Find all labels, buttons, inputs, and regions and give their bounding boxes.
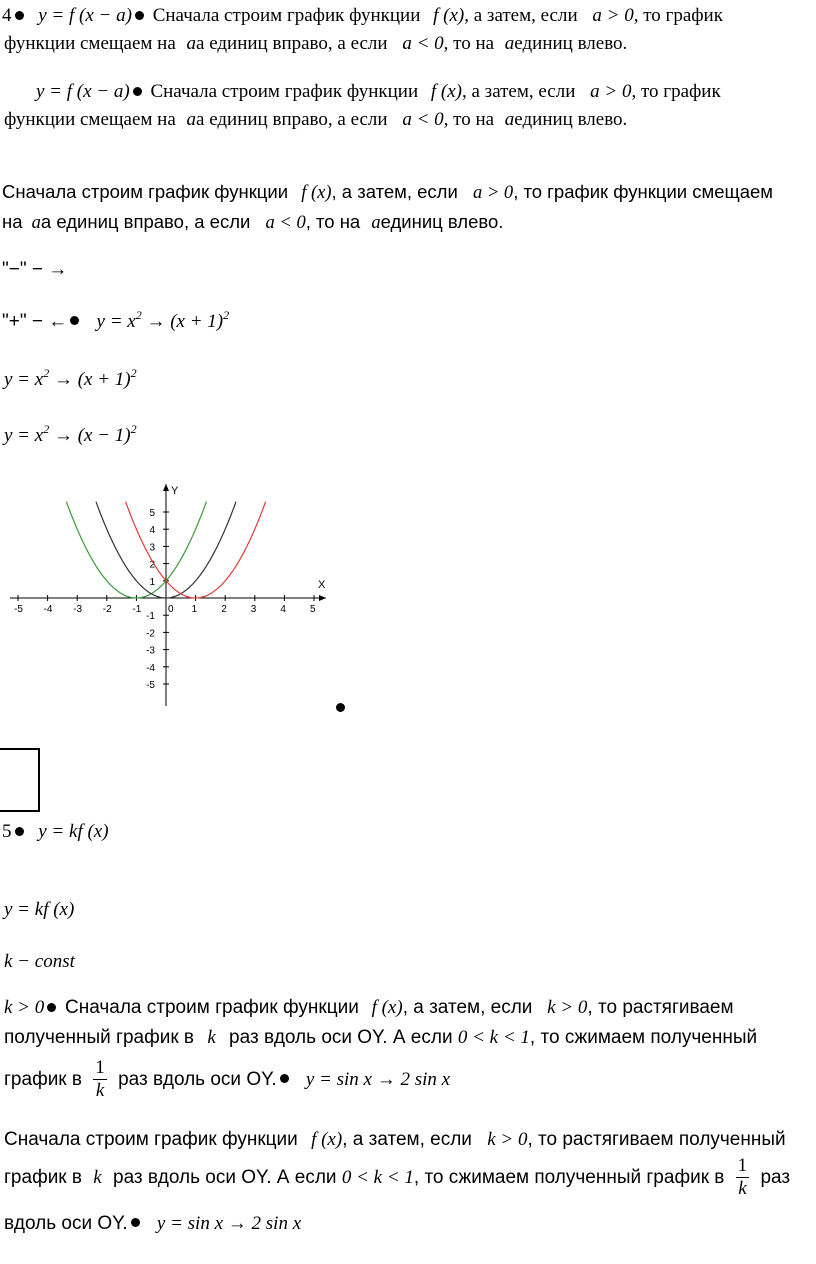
x-axis-arrow (319, 595, 326, 601)
bullet-icon (133, 87, 142, 96)
parabola-chart (0, 480, 340, 710)
x-tick-label: 4 (280, 604, 286, 615)
text: , а затем, если (402, 997, 533, 1018)
formula-fx: f (x) (311, 1129, 343, 1150)
y-axis-label: Y (171, 485, 179, 497)
text: , а затем, если (462, 81, 576, 102)
text: Сначала строим график функции (65, 997, 359, 1018)
formula-scale: y = kf (x) (4, 899, 75, 920)
sin-example: y = sin x → 2 sin x (156, 1213, 302, 1234)
y-tick-label: 3 (149, 542, 155, 554)
text: единиц влево. (514, 109, 628, 130)
condition-negative: a < 0 (402, 109, 444, 130)
s4-line3 (36, 80, 721, 104)
y-tick-label: 1 (149, 576, 155, 588)
s5-line5 (4, 1150, 790, 1206)
s5-line6 (4, 1212, 301, 1236)
formula-fx: f (x) (371, 997, 403, 1018)
example-shift-left: $y = x^2 \to (x + 1)^2$ (4, 366, 137, 390)
text: , то график (633, 5, 723, 26)
series-line-0 (66, 502, 206, 598)
var-k: k (207, 1027, 216, 1048)
text: , то график функции смещаем (513, 181, 774, 202)
x-tick-label: 0 (168, 604, 174, 615)
condition-negative: a < 0 (402, 33, 444, 54)
s5-header (2, 820, 109, 844)
formula-fx: f (x) (433, 5, 465, 26)
formula-fx: f (x) (301, 183, 332, 203)
sin-example: y = sin x → 2 sin x (305, 1069, 451, 1090)
condition-negative: a < 0 (265, 213, 306, 233)
y-axis-arrow (163, 484, 169, 491)
s5-line3 (4, 1056, 450, 1104)
x-tick-label: -5 (14, 604, 23, 615)
bullet-icon (15, 827, 24, 836)
s5-line2 (4, 1026, 757, 1050)
text: раз вдоль оси OY. А если (113, 1167, 337, 1188)
text: а единиц вправо, а если (40, 211, 251, 232)
s5-line1 (4, 996, 734, 1020)
s4-line4 (4, 108, 627, 132)
var-a: a (504, 109, 515, 130)
example-shift-right: $y = x^2 \to (x - 1)^2$ (4, 422, 137, 446)
bullet-icon (336, 703, 345, 712)
plus-rule-line (2, 310, 229, 334)
text: а единиц вправо, а если (196, 109, 388, 130)
text: функции смещаем на (4, 33, 176, 54)
text: , то график (631, 81, 721, 102)
series-line-2 (126, 502, 266, 598)
fraction-1-over-k: $\frac{1}{k}$ (95, 1057, 105, 1102)
text: , то на (443, 109, 495, 130)
text: Сначала строим график функции (150, 81, 419, 102)
text: полученный график в (4, 1027, 195, 1048)
text: Сначала строим график функции (4, 1129, 298, 1150)
text: график в (4, 1069, 82, 1090)
plus-rule: "+" − ← (2, 311, 68, 332)
bullet-icon (135, 11, 144, 20)
var-a: a (186, 109, 197, 130)
y-tick-label: -4 (146, 662, 155, 674)
x-tick-label: 2 (221, 604, 227, 615)
var-k: k (93, 1167, 102, 1188)
empty-frame (0, 748, 40, 812)
var-a: a (31, 213, 41, 233)
k-positive: k > 0 (487, 1129, 528, 1150)
var-a: a (186, 33, 197, 54)
text: график в (4, 1167, 82, 1188)
text: , то растягиваем (587, 997, 734, 1018)
y-tick-label: 5 (149, 508, 155, 519)
formula-shift: y = f (x − a) (38, 5, 132, 26)
minus-rule: "−" − → (2, 259, 68, 280)
s4-line5 (2, 180, 773, 205)
text: Сначала строим график функции (2, 181, 289, 202)
s5-line4 (4, 1128, 786, 1152)
text: , то сжимаем полученный (529, 1027, 758, 1048)
text: , то растягиваем полученный (527, 1129, 786, 1150)
text: единиц влево. (380, 211, 504, 232)
text: , а затем, если (331, 181, 458, 202)
k-positive: k > 0 (4, 997, 45, 1018)
section-number: 5 (2, 821, 12, 842)
text: , то на (305, 211, 361, 232)
condition-positive: a > 0 (590, 81, 632, 102)
text: , то на (443, 33, 495, 54)
formula-fx: f (x) (430, 81, 462, 102)
k-range: 0 < k < 1 (457, 1027, 530, 1048)
y-tick-label: -5 (146, 680, 155, 691)
y-tick-label: -3 (146, 645, 155, 657)
text: единиц влево. (514, 33, 628, 54)
condition-positive: a > 0 (472, 183, 514, 203)
bullet-icon (15, 11, 24, 20)
text: Сначала строим график функции (152, 5, 421, 26)
y-tick-label: -1 (146, 611, 155, 623)
s4-line1 (2, 4, 723, 28)
fraction-1-over-k: $\frac{1}{k}$ (737, 1155, 748, 1200)
var-a: a (371, 213, 381, 233)
x-axis-label: X (318, 579, 326, 591)
k-const: k − const (4, 951, 75, 972)
bullet-icon (70, 316, 79, 325)
text: раз (760, 1167, 791, 1188)
y-tick-label: 4 (149, 525, 155, 537)
formula-shift: y = f (x − a) (36, 81, 130, 102)
text: на (2, 211, 23, 232)
text: , а затем, если (464, 5, 578, 26)
x-tick-label: 1 (191, 604, 198, 615)
x-tick-label: 5 (310, 604, 316, 615)
example-parabola: $y = x^2 \to (x + 1)^2$ (96, 308, 230, 332)
text: раз вдоль оси OY. (118, 1069, 277, 1090)
var-a: a (504, 33, 515, 54)
text: вдоль оси OY. (4, 1213, 128, 1234)
text: раз вдоль оси OY. А если (229, 1027, 453, 1048)
bullet-icon (280, 1074, 289, 1083)
s4-line2 (4, 32, 627, 56)
text: функции смещаем на (4, 109, 176, 130)
s4-line6 (2, 210, 503, 235)
k-range: 0 < k < 1 (341, 1167, 414, 1188)
text: , а затем, если (342, 1129, 472, 1150)
section-number: 4 (2, 5, 12, 26)
text: , то сжимаем полученный график в (413, 1167, 725, 1188)
k-positive: k > 0 (547, 997, 588, 1018)
y-tick-label: -2 (146, 628, 155, 640)
x-tick-label: 3 (250, 604, 257, 615)
bullet-icon (131, 1218, 140, 1227)
x-tick-label: -3 (73, 604, 83, 615)
condition-positive: a > 0 (592, 5, 634, 26)
y-tick-label: 2 (149, 559, 155, 571)
x-tick-label: -2 (102, 604, 112, 615)
bullet-icon (47, 1003, 56, 1012)
x-tick-label: -1 (132, 604, 142, 615)
x-tick-label: -4 (43, 604, 53, 615)
formula-scale: y = kf (x) (38, 821, 109, 842)
text: а единиц вправо, а если (196, 33, 388, 54)
